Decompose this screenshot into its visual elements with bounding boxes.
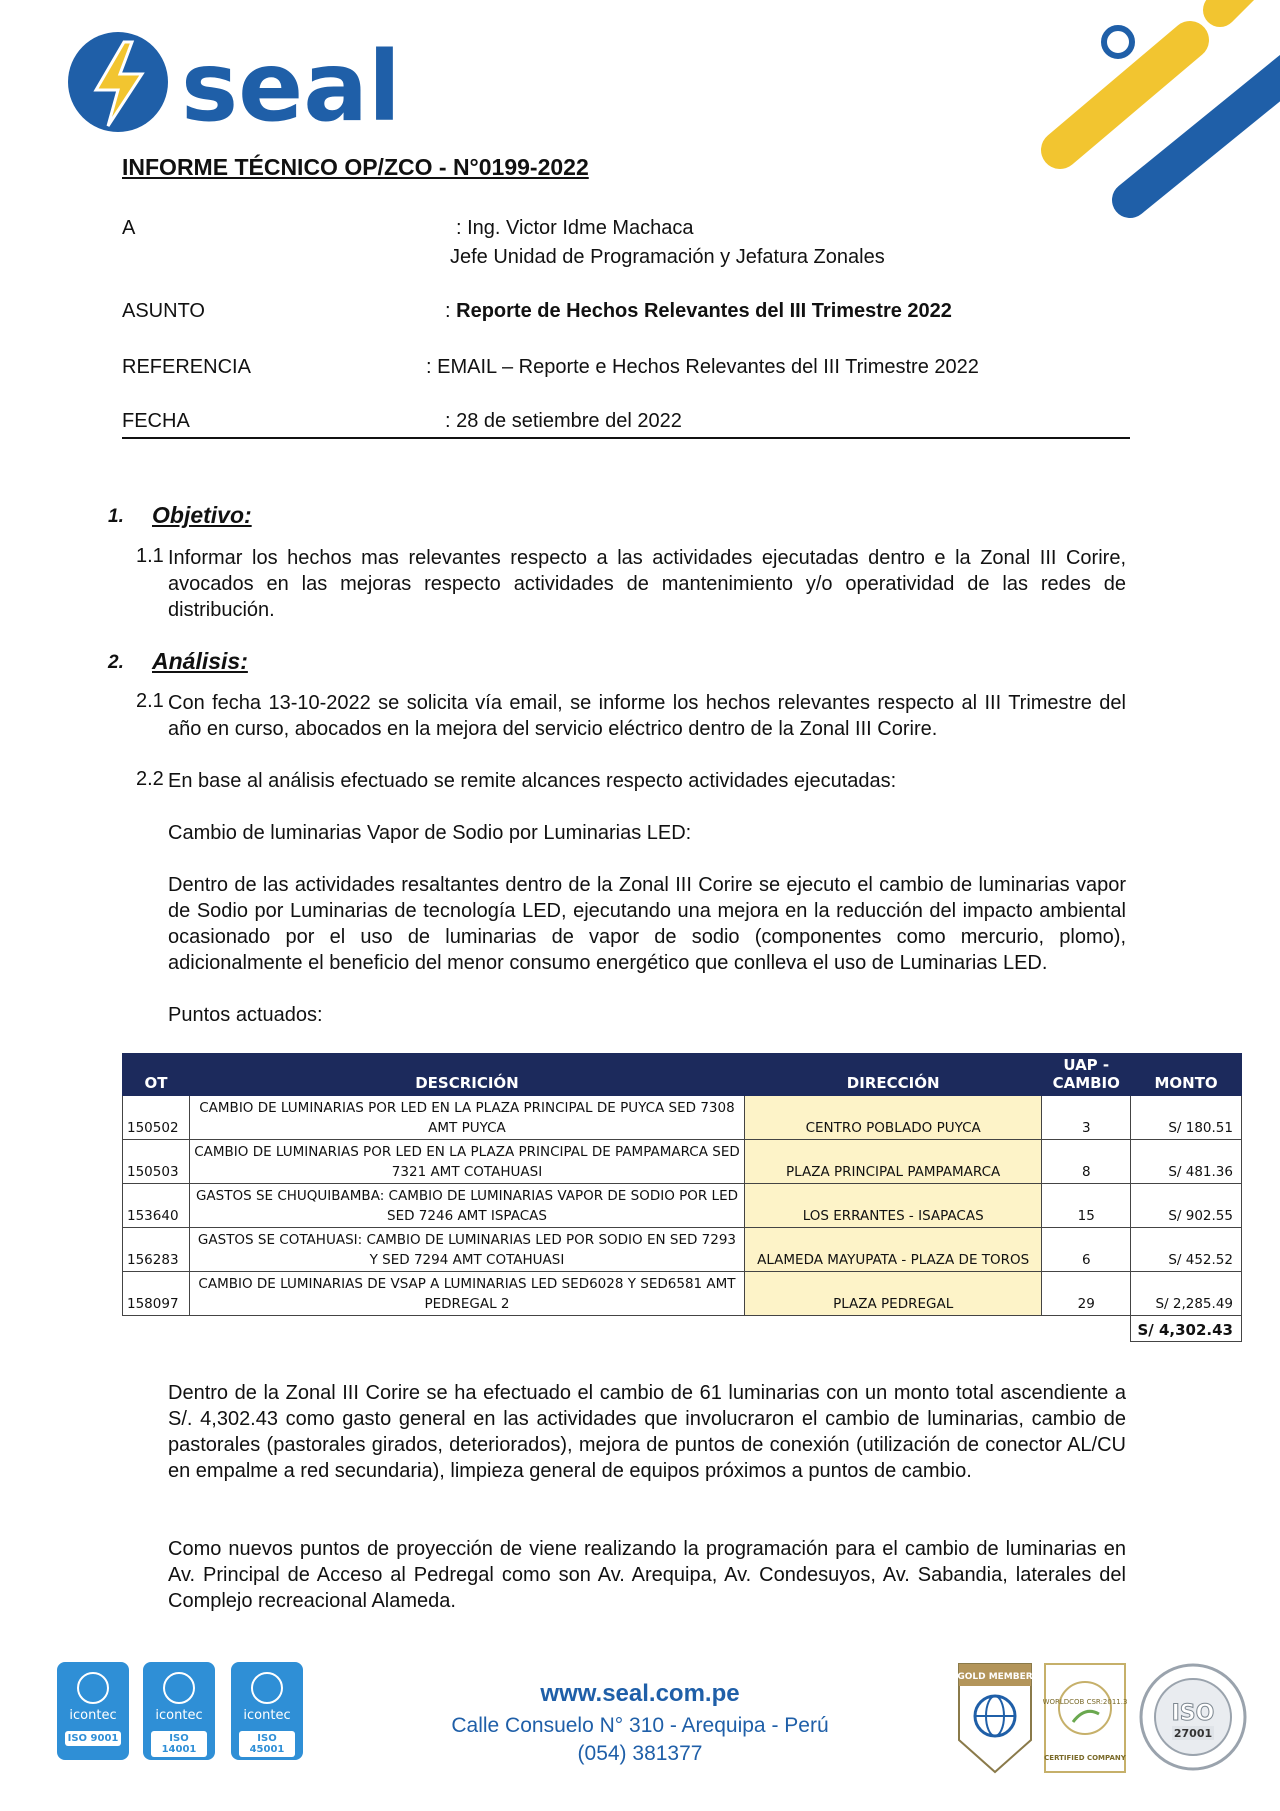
icontec-icon [77, 1672, 109, 1704]
meta-a-position: Jefe Unidad de Programación y Jefatura Zonales [450, 246, 885, 268]
cert-iso: ISO 9001 [65, 1731, 121, 1746]
iso-text: ISO [1171, 1701, 1215, 1726]
cell-ot: 156283 [123, 1228, 190, 1272]
cell-monto: S/ 902.55 [1131, 1184, 1242, 1228]
cell-desc: CAMBIO DE LUMINARIAS DE VSAP A LUMINARIAS LED SED6028 Y SED6581 AMT PEDREGAL 2 [189, 1272, 744, 1316]
th-descripcion: DESCRICIÓN [189, 1054, 744, 1096]
cell-monto: S/ 481.36 [1131, 1140, 1242, 1184]
meta-a-value: : Ing. Victor Idme Machaca [456, 217, 694, 239]
meta-fecha-value: : 28 de setiembre del 2022 [445, 410, 682, 432]
section1-number: 1. [108, 506, 124, 527]
item-2-2-number: 2.2 [136, 768, 164, 790]
item-1-1-text: Informar los hechos mas relevantes respecto a las actividades ejecutadas dentro e la Zonal III Corire, avocados en las mejoras respecto actividades de mantenimiento y/o operatividad de las redes de distribución. [168, 547, 1126, 621]
cell-dir: LOS ERRANTES - ISAPACAS [745, 1184, 1042, 1228]
meta-referencia-label: REFERENCIA [122, 356, 251, 378]
cell-ot: 150503 [123, 1140, 190, 1184]
paragraph-projection: Como nuevos puntos de proyección de viene realizando la programación para el cambio de luminarias en Av. Principal de Acceso al Pedregal como son Av. Arequipa, Av. Condesuyos, Av. Sabandia, laterales del Complejo recreacional Alameda. [168, 1538, 1126, 1612]
cert-badge-iso9001 [57, 1662, 129, 1760]
meta-asunto-prefix: : [445, 300, 457, 322]
seal-logo [66, 28, 486, 138]
icontec-icon [163, 1672, 195, 1704]
cell-monto: S/ 2,285.49 [1131, 1272, 1242, 1316]
paragraph-puntos: Puntos actuados: [168, 1004, 323, 1026]
section2-title: Análisis: [152, 648, 248, 674]
header-decoration [1010, 0, 1280, 230]
cell-uap: 6 [1042, 1228, 1131, 1272]
item-1-1-number: 1.1 [136, 545, 164, 567]
iso-27001-badge [1138, 1662, 1248, 1772]
item-2-1-number: 2.1 [136, 690, 164, 712]
cell-dir: PLAZA PRINCIPAL PAMPAMARCA [745, 1140, 1042, 1184]
meta-fecha-label: FECHA [122, 410, 190, 432]
logo-wordmark: seal [181, 31, 401, 138]
cell-ot: 150502 [123, 1096, 190, 1140]
icontec-icon [251, 1672, 283, 1704]
cell-monto: S/ 180.51 [1131, 1096, 1242, 1140]
footer-phone: (054) 381377 [577, 1742, 703, 1765]
table-row [123, 1272, 1242, 1316]
th-direccion: DIRECCIÓN [745, 1054, 1042, 1096]
cell-uap: 8 [1042, 1140, 1131, 1184]
section2-number: 2. [108, 652, 124, 673]
meta-asunto-text: Reporte de Hechos Relevantes del III Trimestre 2022 [456, 300, 952, 322]
cell-dir: PLAZA PEDREGAL [745, 1272, 1042, 1316]
table-row [123, 1228, 1242, 1272]
cert-iso: ISO 14001 [151, 1731, 207, 1757]
certified-company-text: CERTIFIED COMPANY [1044, 1754, 1126, 1762]
cert-badge-iso45001 [231, 1662, 303, 1760]
item-2-1-text: Con fecha 13-10-2022 se solicita vía email, se informe los hechos relevantes respecto al III Trimestre del año en curso, abocados en la mejora del servicio eléctrico dentro de la Zonal III Corire. [168, 692, 1126, 740]
gold-member-text: GOLD MEMBER [957, 1672, 1033, 1682]
section1-title: Objetivo: [152, 502, 252, 528]
paragraph-led-change: Dentro de las actividades resaltantes dentro de la Zonal III Corire se ejecuto el cambio de luminarias vapor de Sodio por Luminarias de tecnología LED, ejecutando una mejora en la reducción del impacto ambiental ocasionado por el uso de luminarias de vapor de sodio (componentes como mercurio, plomo), adicionalmente el beneficio del menor consumo energético que conlleva el uso de Luminarias LED. [168, 874, 1126, 974]
header-divider [122, 437, 1130, 439]
cell-monto: S/ 452.52 [1131, 1228, 1242, 1272]
iso-number: 27001 [1173, 1727, 1213, 1740]
meta-asunto-label: ASUNTO [122, 300, 205, 322]
cell-ot: 153640 [123, 1184, 190, 1228]
cert-brand: icontec [69, 1708, 117, 1723]
cell-desc: CAMBIO DE LUMINARIAS POR LED EN LA PLAZA PRINCIPAL DE PAMPAMARCA SED 7321 AMT COTAHUASI [189, 1140, 744, 1184]
gold-member-badge [955, 1660, 1035, 1776]
th-ot: OT [123, 1054, 190, 1096]
th-monto: MONTO [1131, 1054, 1242, 1096]
worldcob-certified-badge [1043, 1662, 1127, 1774]
table-row [123, 1184, 1242, 1228]
subheading-led: Cambio de luminarias Vapor de Sodio por Luminarias LED: [168, 822, 692, 844]
table-row [123, 1140, 1242, 1184]
meta-asunto-value [445, 300, 952, 323]
cert-badge-iso14001 [143, 1662, 215, 1760]
report-title: INFORME TÉCNICO OP/ZCO - N°0199-2022 [122, 154, 589, 180]
worldcob-text: WORLDCOB CSR:2011.3 [1043, 1698, 1127, 1706]
table-total-row [123, 1316, 1242, 1342]
cell-desc: CAMBIO DE LUMINARIAS POR LED EN LA PLAZA PRINCIPAL DE PUYCA SED 7308 AMT PUYCA [189, 1096, 744, 1140]
table-header-row [123, 1054, 1242, 1096]
cell-dir: CENTRO POBLADO PUYCA [745, 1096, 1042, 1140]
cert-iso: ISO 45001 [239, 1731, 295, 1757]
cert-brand: icontec [243, 1708, 291, 1723]
cell-dir: ALAMEDA MAYUPATA - PLAZA DE TOROS [745, 1228, 1042, 1272]
footer-address: Calle Consuelo N° 310 - Arequipa - Perú [451, 1714, 829, 1737]
cell-desc: GASTOS SE COTAHUASI: CAMBIO DE LUMINARIAS LED POR SODIO EN SED 7293 Y SED 7294 AMT COTAHUASI [189, 1228, 744, 1272]
paragraph-summary: Dentro de la Zonal III Corire se ha efectuado el cambio de 61 luminarias con un monto total ascendiente a S/. 4,302.43 como gasto general en las actividades que involucraron el cambio de luminarias, cambio de pastorales (pastorales girados, deteriorados), mejora de puntos de conexión (utilización de conector AL/CU en empalme a red secundaria), limpieza general de equipos próximos a puntos de cambio. [168, 1382, 1126, 1482]
table-row [123, 1096, 1242, 1140]
meta-referencia-value: : EMAIL – Reporte e Hechos Relevantes del III Trimestre 2022 [426, 356, 979, 378]
footer-website[interactable]: www.seal.com.pe [540, 1680, 740, 1707]
cell-ot: 158097 [123, 1272, 190, 1316]
cert-brand: icontec [155, 1708, 203, 1723]
item-2-2-text: En base al análisis efectuado se remite alcances respecto actividades ejecutadas: [168, 770, 897, 792]
th-uap-cambio: UAP - CAMBIO [1042, 1054, 1131, 1096]
cell-desc: GASTOS SE CHUQUIBAMBA: CAMBIO DE LUMINARIAS VAPOR DE SODIO POR LED SED 7246 AMT ISPACAS [189, 1184, 744, 1228]
points-table [122, 1053, 1242, 1342]
cell-uap: 29 [1042, 1272, 1131, 1316]
meta-a-label: A [122, 217, 136, 239]
cell-uap: 3 [1042, 1096, 1131, 1140]
cell-total: S/ 4,302.43 [1131, 1316, 1242, 1342]
cell-uap: 15 [1042, 1184, 1131, 1228]
